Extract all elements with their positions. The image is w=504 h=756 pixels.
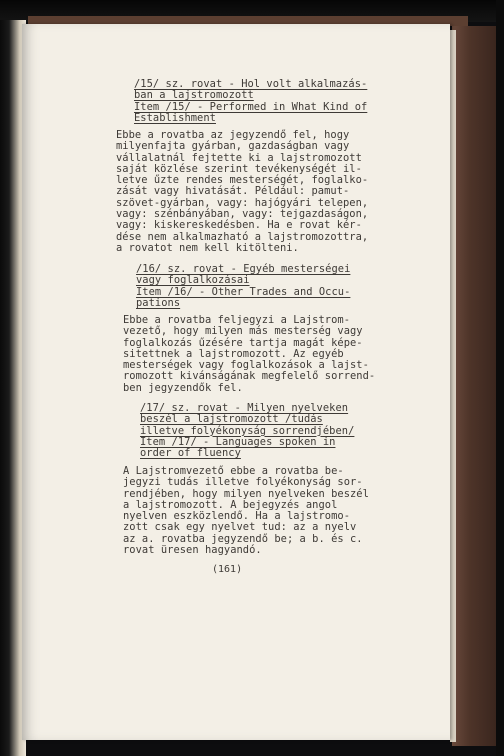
section-15-heading: /15/ sz. rovat - Hol volt alkalmazás- ban a lajstromozott Item /15/ - Performed in What Kind of Establishment (134, 78, 368, 124)
section-16-heading: /16/ sz. rovat - Egyéb mesterségei vagy foglalkozásai Item /16/ - Other Trades and Occu- pations (136, 263, 351, 309)
underlying-pages (450, 30, 456, 742)
binder-edge (496, 0, 504, 756)
page-number: (161) (212, 564, 243, 575)
binder-cover (452, 26, 496, 746)
section-16-body: Ebbe a rovatba feljegyzi a Lajstrom- vezető, hogy milyen más mesterség vagy foglalkozás űzésére tartja magát képe- sitettnek a lajstromozott. Az egyéb mesterségek vagy foglalkozások a lajst- romozott kivánságának megfelelő sorrend- ben jegyzendők fel. (123, 314, 376, 394)
section-15-body: Ebbe a rovatba az jegyzendő fel, hogy milyenfajta gyárban, gazdaságban vagy vállalatnál fejtette ki a lajstromozott saját közlése szerint tevékenységét il- letve űzte rendes mesterségét, foglalko- zását vagy hivatását. Például: pamut- szövet-gyárban, vagy: hajógyári telepen, vagy: szénbányában, vagy: tejgazdaságon, vagy: kiskereskedésben. Ha e rovat kér- dése nem alkalmazható a lajstromozottra, a rovatot nem kell kitölteni. (116, 129, 369, 254)
section-17-heading: /17/ sz. rovat - Milyen nyelveken beszél a lajstromozott /tudás illetve folyékonyság sorrendjében/ Item /17/ - Languages spoken in order of fluency (140, 402, 355, 460)
section-17-body: A Lajstromvezető ebbe a rovatba be- jegyzi tudás illetve folyékonyság sor- rendjében, hogy milyen nyelveken beszél a lajstromozott. A bejegyzés angol nyelven eszközlendő. Ha a lajstromo- zott csak egy nyelvet tud: az a nyelv az a. rovatba jegyzendő be; a b. és c. rovat üresen hagyandó. (123, 465, 369, 557)
